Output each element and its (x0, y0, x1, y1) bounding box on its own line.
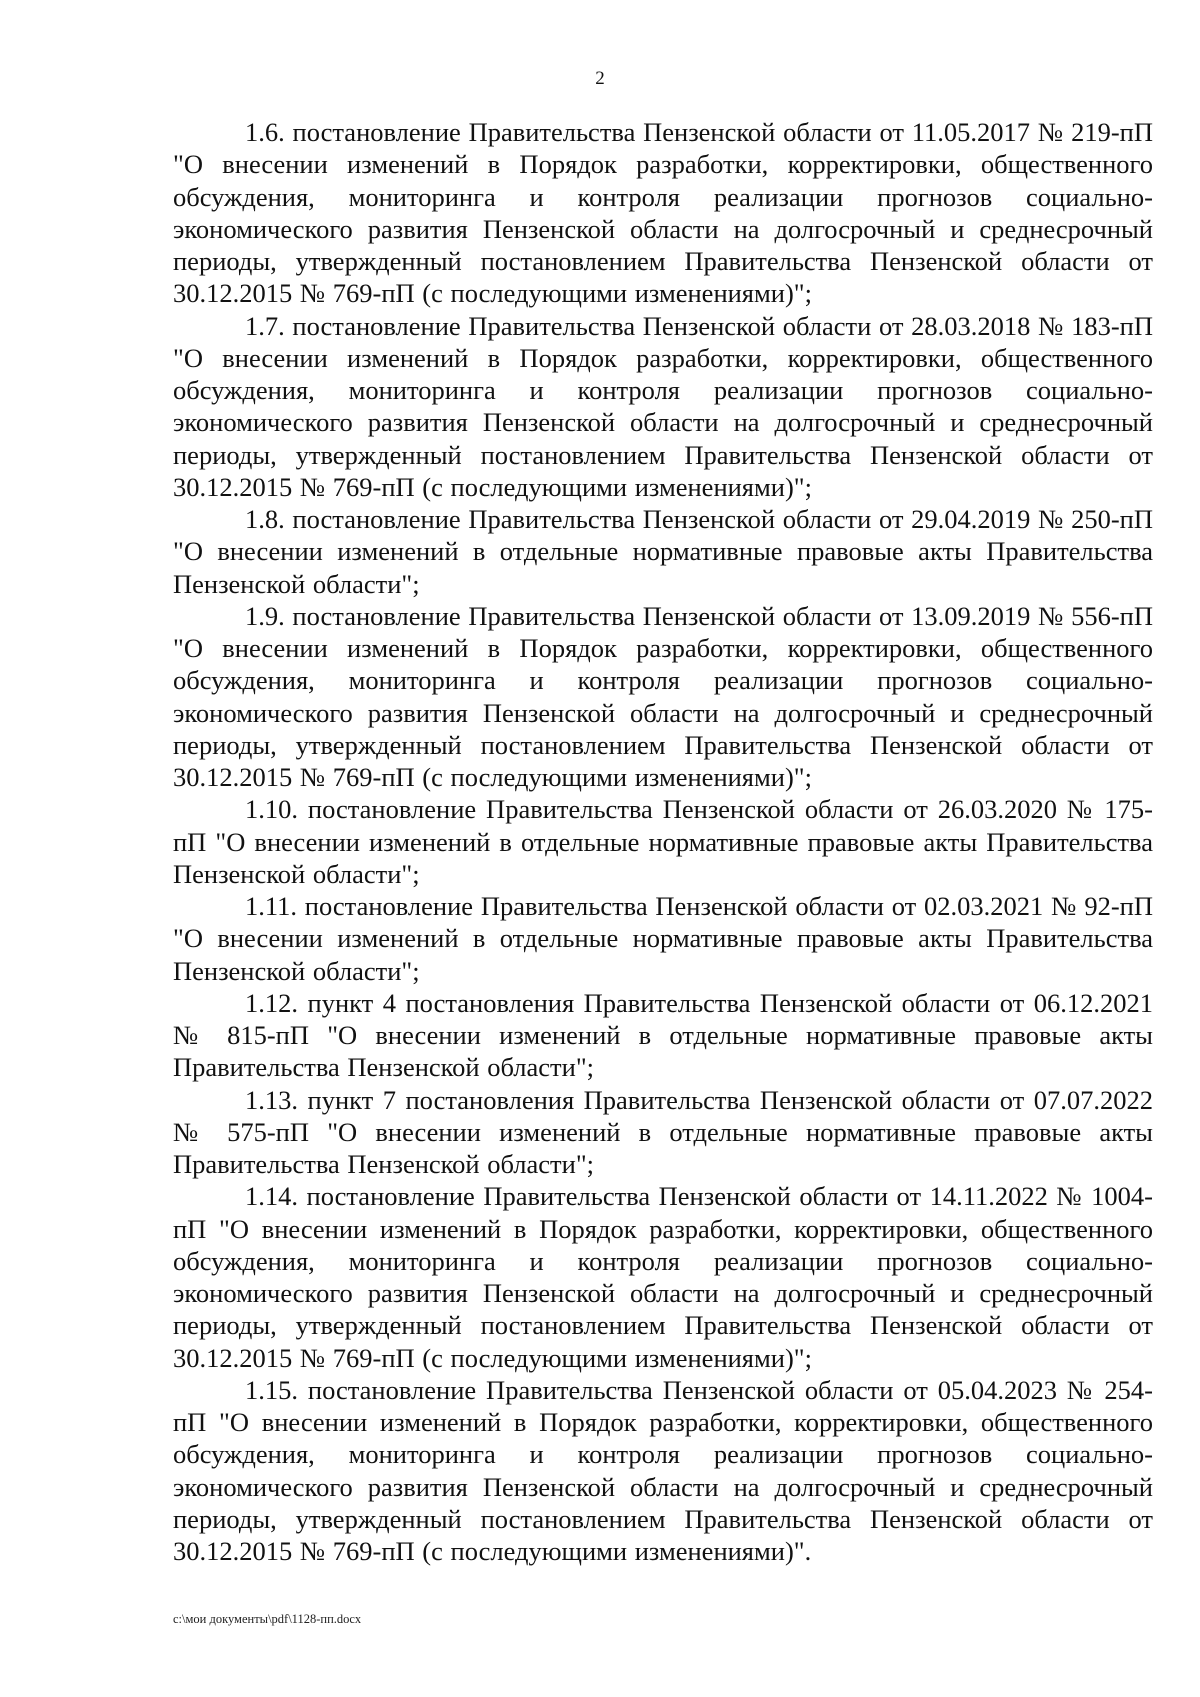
paragraph-1-9: 1.9. постановление Правительства Пензенской области от 13.09.2019 № 556-пП "О внесении изменений в Порядок разработки, корректировки, общественного обсуждения, мониторинга и контроля реализации прогнозов социально-экономического развития Пензенской области на долгосрочный и среднесрочный периоды, утвержденный постановлением Правительства Пензенской области от 30.12.2015 № 769-пП (с последующими изменениями)"; (173, 600, 1153, 792)
document-body (173, 116, 1153, 1567)
paragraph-1-15: 1.15. постановление Правительства Пензенской области от 05.04.2023 № 254-пП "О внесении изменений в Порядок разработки, корректировки, общественного обсуждения, мониторинга и контроля реализации прогнозов социально-экономического развития Пензенской области на долгосрочный и среднесрочный периоды, утвержденный постановлением Правительства Пензенской области от 30.12.2015 № 769-пП (с последующими изменениями)". (173, 1374, 1153, 1566)
footer-file-path: c:\мои документы\pdf\1128-пп.docx (173, 1612, 362, 1626)
paragraph-1-11: 1.11. постановление Правительства Пензенской области от 02.03.2021 № 92-пП "О внесении изменений в отдельные нормативные правовые акты Правительства Пензенской области"; (173, 891, 1153, 986)
paragraph-1-13: 1.13. пункт 7 постановления Правительства Пензенской области от 07.07.2022 № 575-пП "О внесении изменений в отдельные нормативные правовые акты Правительства Пензенской области"; (173, 1084, 1153, 1179)
paragraph-1-14: 1.14. постановление Правительства Пензенской области от 14.11.2022 № 1004-пП "О внесении изменений в Порядок разработки, корректировки, общественного обсуждения, мониторинга и контроля реализации прогнозов социально-экономического развития Пензенской области на долгосрочный и среднесрочный периоды, утвержденный постановлением Правительства Пензенской области от 30.12.2015 № 769-пП (с последующими изменениями)"; (173, 1181, 1153, 1373)
paragraph-1-8: 1.8. постановление Правительства Пензенской области от 29.04.2019 № 250-пП "О внесении изменений в отдельные нормативные правовые акты Правительства Пензенской области"; (173, 504, 1153, 599)
paragraph-1-7: 1.7. постановление Правительства Пензенской области от 28.03.2018 № 183-пП "О внесении изменений в Порядок разработки, корректировки, общественного обсуждения, мониторинга и контроля реализации прогнозов социально-экономического развития Пензенской области на долгосрочный и среднесрочный периоды, утвержденный постановлением Правительства Пензенской области от 30.12.2015 № 769-пП (с последующими изменениями)"; (173, 310, 1153, 502)
page-number: 2 (595, 68, 605, 89)
paragraph-1-10: 1.10. постановление Правительства Пензенской области от 26.03.2020 № 175-пП "О внесении изменений в отдельные нормативные правовые акты Правительства Пензенской области"; (173, 794, 1153, 889)
paragraph-1-12: 1.12. пункт 4 постановления Правительства Пензенской области от 06.12.2021 № 815-пП "О внесении изменений в отдельные нормативные правовые акты Правительства Пензенской области"; (173, 987, 1153, 1083)
paragraph-1-6: 1.6. постановление Правительства Пензенской области от 11.05.2017 № 219-пП "О внесении изменений в Порядок разработки, корректировки, общественного обсуждения, мониторинга и контроля реализации прогнозов социально-экономического развития Пензенской области на долгосрочный и среднесрочный периоды, утвержденный постановлением Правительства Пензенской области от 30.12.2015 № 769-пП (с последующими изменениями)"; (173, 117, 1153, 309)
